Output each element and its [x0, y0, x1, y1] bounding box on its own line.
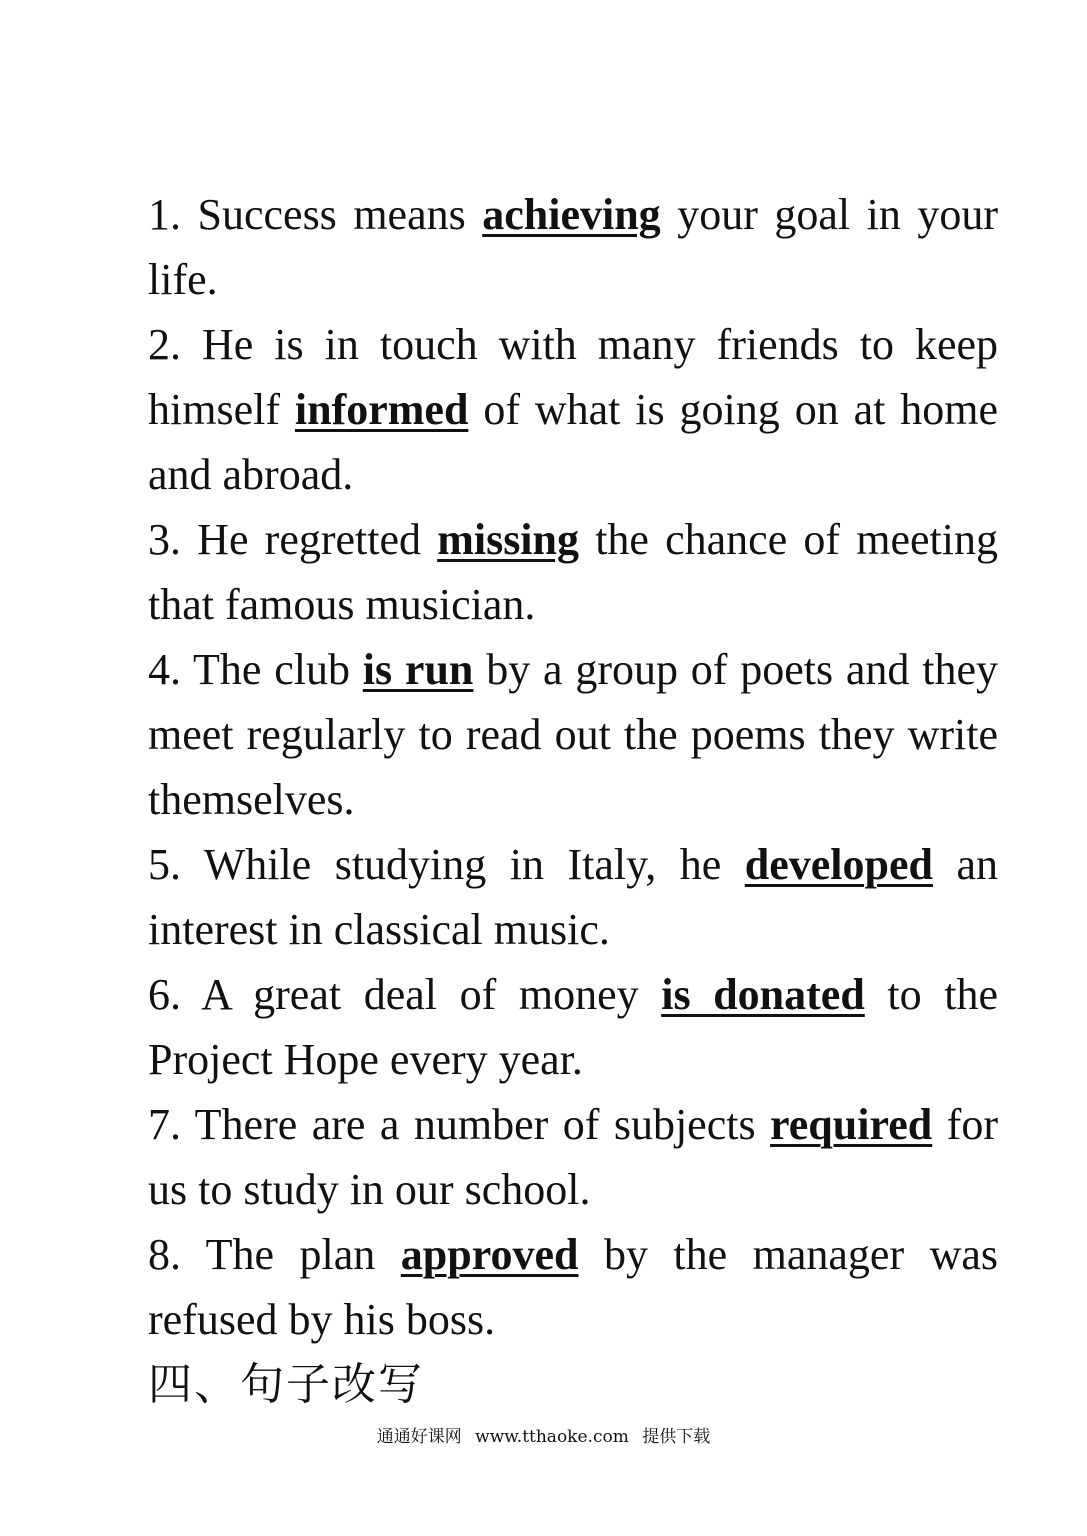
answer-word: is donated: [661, 970, 865, 1019]
item-text-before: 6. A great deal of money: [148, 970, 662, 1019]
exercise-answers: [148, 182, 998, 1417]
item-text-before: 7. There are a number of subjects: [148, 1100, 771, 1149]
section-heading: 四、句子改写: [148, 1359, 424, 1410]
item-text-before: 5. While studying in Italy, he: [148, 840, 745, 889]
answer-word: developed: [744, 840, 933, 889]
item-text-after: by a group of poets and they meet regularly to read out the poems they write themselves.: [148, 645, 998, 824]
item-text-before: 4. The club: [148, 645, 363, 694]
item-text-after: to the Project Hope every year.: [148, 970, 999, 1084]
footer-suffix: 提供下载: [642, 1427, 711, 1447]
answer-word: required: [770, 1100, 933, 1149]
answer-item-2: [148, 312, 998, 507]
answer-word: is run: [362, 645, 474, 694]
answer-word: achieving: [482, 190, 661, 239]
item-text-before: 8. The plan: [148, 1230, 401, 1279]
item-text-after: by the manager was refused by his boss.: [148, 1230, 998, 1344]
answer-item-1: [148, 182, 998, 312]
item-text-after: your goal in your life.: [148, 190, 998, 304]
item-text-before: 2. He is in touch with many friends to keep himself: [148, 320, 998, 434]
answer-item-6: [148, 962, 998, 1092]
item-text-after: of what is going on at home and abroad.: [148, 385, 998, 499]
answer-item-4: [148, 637, 998, 832]
answer-word: missing: [437, 515, 580, 564]
footer-site-name: 通通好课网: [376, 1427, 462, 1447]
answer-item-5: [148, 832, 998, 962]
item-text-after: an interest in classical music.: [148, 840, 999, 954]
answer-item-7: [148, 1092, 998, 1222]
item-text-after: for us to study in our school.: [148, 1100, 998, 1214]
item-text-before: 1. Success means: [148, 190, 483, 239]
footer-url: www.tthaoke.com: [475, 1427, 629, 1447]
answer-word: informed: [294, 385, 469, 434]
item-text-before: 3. He regretted: [148, 515, 438, 564]
answer-item-3: [148, 507, 998, 637]
page-footer: [0, 1422, 1087, 1447]
answer-word: approved: [400, 1230, 579, 1279]
answer-item-8: [148, 1222, 998, 1352]
item-text-after: the chance of meeting that famous musician.: [148, 515, 998, 629]
